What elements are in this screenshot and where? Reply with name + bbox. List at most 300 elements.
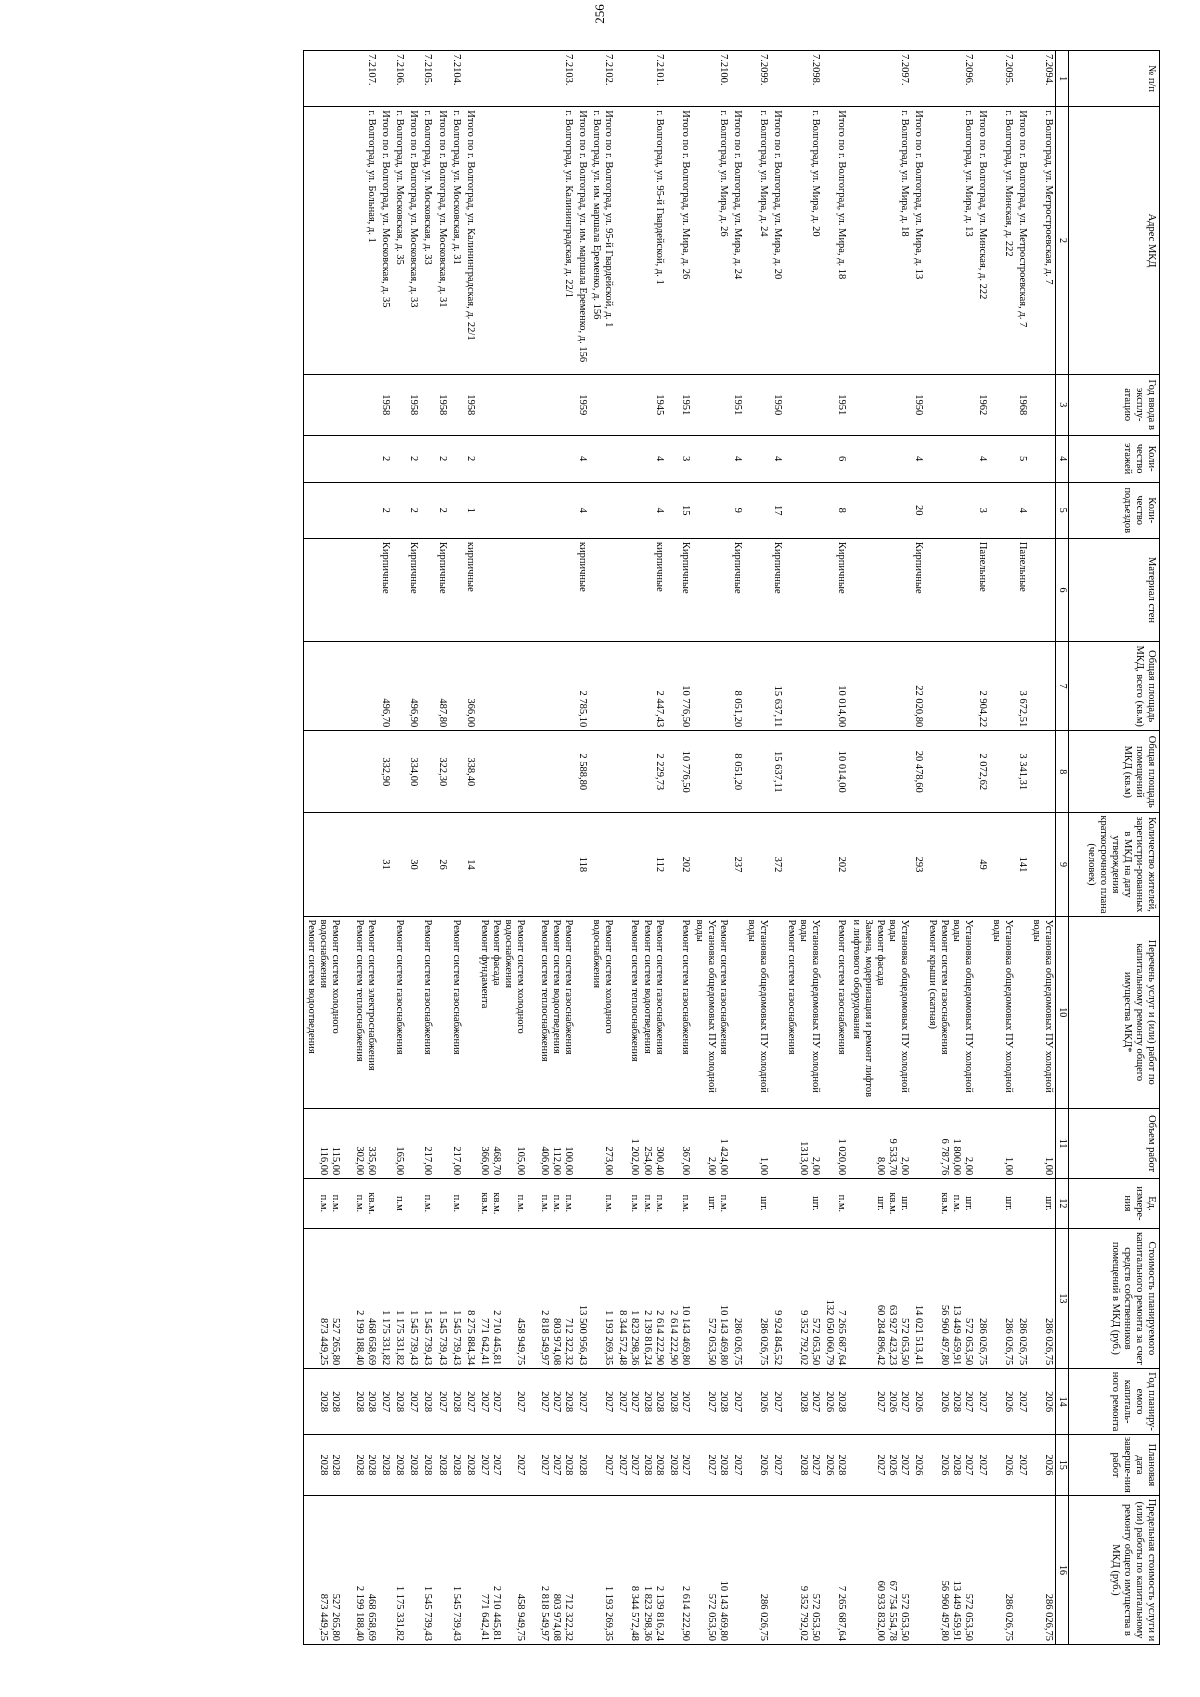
address-cell (615, 107, 665, 374)
works-list-line (341, 920, 353, 1105)
total-area: 3 672,51 (1015, 642, 1029, 731)
planned-cost-line: 572 053,50 (898, 1318, 910, 1366)
address-cell (975, 107, 989, 374)
column-header: Количество жителей, зарегистри-рованных в МКД на дату утверждения краткосрочного плана (человек) (1069, 813, 1160, 916)
year-built: 1959 (575, 374, 589, 435)
unit-line (526, 1182, 538, 1224)
planned-year (925, 1369, 975, 1435)
planned-cost-line: 771 642,41 (478, 1318, 490, 1366)
year-built (925, 374, 975, 435)
premises-area (692, 731, 730, 813)
planned-year-line: 2028 (667, 1391, 679, 1413)
premises-area: 338,40 (463, 731, 477, 813)
limit-cost (744, 1495, 770, 1644)
works-list-line: Ремонт систем газоснабжения (450, 919, 462, 1055)
work-volume (378, 1108, 392, 1178)
column-header: Коли-чество этажей (1069, 435, 1160, 482)
address-cell-line: Итого по г. Волгоград, ул. Мира, д. 20 (772, 110, 784, 280)
wall-material: Кирпичные (730, 538, 744, 641)
completion-date (1015, 1434, 1029, 1495)
work-volume (911, 1108, 925, 1178)
work-volume-line: 1 202,00 (629, 1138, 641, 1176)
completion-date-line: 2026 (824, 1454, 836, 1476)
planned-cost (849, 1228, 911, 1369)
works-list-line: Ремонт систем электроснабжения (366, 919, 378, 1071)
address-cell (989, 107, 1015, 374)
works-list-line: Ремонт систем газоснабжения (563, 919, 575, 1055)
completion-date (575, 1434, 589, 1495)
limit-cost-line: 1 175 331,82 (394, 1585, 406, 1641)
work-volume (463, 1108, 477, 1178)
unit-line: кв.м. (939, 1192, 950, 1215)
entrances: 2 (406, 482, 420, 538)
address-cell-line: г. Волгоград, ул. 95-й Гвардейской, д. 1 (653, 110, 665, 285)
work-volume-line: 165,00 (394, 1146, 406, 1176)
table-row (770, 51, 784, 1645)
work-volume (615, 1108, 665, 1178)
planned-year-line: 2027 (874, 1391, 886, 1413)
work-volume (822, 1108, 848, 1178)
work-volume (420, 1108, 434, 1178)
completion-date-line: 2027 (874, 1454, 886, 1476)
completion-date-line: 2027 (772, 1454, 784, 1476)
unit (449, 1179, 463, 1228)
completion-date (435, 1434, 449, 1495)
floors (420, 435, 434, 482)
residents (1029, 813, 1056, 916)
planned-cost-line: 527 265,80 (330, 1318, 342, 1366)
limit-cost (463, 1495, 477, 1644)
completion-date-line: 2028 (641, 1454, 653, 1476)
premises-area (849, 731, 911, 813)
address-cell (784, 107, 822, 374)
premises-area: 322,30 (435, 731, 449, 813)
address-cell-line: г. Волгоград, ул. Больная, д. 1 (366, 110, 378, 243)
planned-year (770, 1369, 784, 1435)
table-row (911, 51, 925, 1645)
address-cell (463, 107, 477, 374)
column-header: Перечень услуг и (или) работ по капитальному ремонту общего имущества МКД* (1069, 916, 1160, 1108)
works-list (666, 916, 692, 1108)
unit-line: шт. (705, 1196, 717, 1211)
planned-year-line: 2026 (939, 1391, 950, 1413)
table-row (420, 51, 434, 1645)
address-cell (730, 107, 744, 374)
header-row (1069, 51, 1160, 1645)
works-list (989, 916, 1015, 1108)
planned-year-line: 2027 (679, 1391, 691, 1413)
planned-cost (692, 1228, 730, 1369)
work-volume (744, 1108, 770, 1178)
planned-cost-line: 1 175 331,82 (380, 1310, 392, 1366)
address-cell-line: Итого по г. Волгоград, ул. Минская, д. 222 (977, 110, 989, 300)
completion-date-line: 2028 (330, 1454, 342, 1476)
unit (849, 1179, 911, 1228)
floors (303, 435, 378, 482)
completion-date-line: 2026 (1003, 1454, 1015, 1476)
total-area (1029, 642, 1056, 731)
works-list-line: Ремонт систем теплоснабжения (539, 919, 551, 1062)
year-built (849, 374, 911, 435)
planned-cost-line: 458 949,75 (514, 1318, 526, 1366)
row-number (822, 51, 848, 107)
limit-cost (575, 1495, 589, 1644)
work-volume-line (502, 1112, 514, 1175)
entrances: 9 (730, 482, 744, 538)
residents (744, 813, 770, 916)
work-volume-line: 302,00 (354, 1146, 366, 1176)
premises-area: 8 051,20 (730, 731, 744, 813)
completion-date (849, 1434, 911, 1495)
residents: 237 (730, 813, 744, 916)
address-cell (770, 107, 784, 374)
completion-date (925, 1434, 975, 1495)
limit-cost (849, 1495, 911, 1644)
table-row (589, 51, 615, 1645)
address-cell (925, 107, 975, 374)
limit-cost-line: 56 960 497,80 (939, 1580, 950, 1641)
completion-date (420, 1434, 434, 1495)
planned-year-line: 2027 (629, 1391, 641, 1413)
planned-year (849, 1369, 911, 1435)
wall-material: Кирпичные (822, 538, 848, 641)
work-volume-line: 9 533,70 (886, 1138, 898, 1176)
floors: 4 (575, 435, 589, 482)
works-list-line: Установка общедомовых ПУ холодной воды (951, 919, 975, 1093)
planned-cost (1029, 1228, 1056, 1369)
unit-line: п.м. (603, 1194, 615, 1213)
column-header: Предельная стоимость услуги и (или) работы по капитальному ремонту общего имущества в МКД (руб.) (1069, 1495, 1160, 1644)
address-cell (911, 107, 925, 374)
table-row (744, 51, 770, 1645)
work-volume-line: 6 787,76 (939, 1138, 950, 1176)
address-cell-line: г. Волгоград, ул. Московская, д. 31 (450, 110, 462, 265)
address-cell-line: Итого по г. Волгоград, ул. им. маршала Еременко, д. 156 (577, 110, 589, 363)
limit-cost-line: 572 053,50 (898, 1593, 910, 1641)
completion-date-line: 2027 (629, 1454, 641, 1476)
limit-cost-line: 1 193 269,35 (603, 1585, 615, 1641)
premises-area: 10 776,50 (666, 731, 692, 813)
planned-cost (303, 1228, 378, 1369)
limit-cost-line: 10 143 469,80 (717, 1580, 729, 1641)
column-number: 13 (1056, 1228, 1069, 1369)
floors: 2 (435, 435, 449, 482)
row-number (575, 51, 589, 107)
work-volume-line: 1,00 (758, 1156, 770, 1176)
work-volume (1029, 1108, 1056, 1178)
completion-date-line: 2027 (679, 1454, 691, 1476)
floors (392, 435, 406, 482)
planned-cost-line: 1 545 739,43 (436, 1310, 448, 1366)
floors: 4 (975, 435, 989, 482)
address-cell-line: Итого по г. Волгоград, ул. Московская, д. 33 (408, 110, 420, 308)
wall-material (449, 538, 463, 641)
works-list-line: Замена, модернизация и ремонт лифтов и лифтового оборудования (850, 919, 874, 1098)
planned-year (406, 1369, 420, 1435)
work-volume-line: 217,00 (422, 1146, 434, 1176)
limit-cost-line: 8 344 572,48 (629, 1585, 641, 1641)
planned-year (666, 1369, 692, 1435)
planned-year-line: 2027 (898, 1391, 910, 1413)
completion-date (477, 1434, 576, 1495)
limit-cost-line: 712 322,32 (563, 1593, 575, 1641)
work-volume (925, 1108, 975, 1178)
entrances (392, 482, 406, 538)
planned-cost (406, 1228, 420, 1369)
floors (989, 435, 1015, 482)
row-number (378, 51, 392, 107)
total-area (589, 642, 615, 731)
wall-material: Кирпичные (911, 538, 925, 641)
limit-cost (449, 1495, 463, 1644)
limit-cost (435, 1495, 449, 1644)
page-number: 256 (591, 4, 607, 24)
planned-year-line (341, 1372, 353, 1431)
planned-cost-line: 468 658,69 (366, 1318, 378, 1366)
entrances (692, 482, 730, 538)
entrances (989, 482, 1015, 538)
planned-cost-line (502, 1232, 514, 1366)
completion-date-line: 2026 (758, 1454, 770, 1476)
year-built (449, 374, 463, 435)
address-cell (589, 107, 615, 374)
planned-cost-line: 1 823 298,36 (629, 1310, 641, 1366)
premises-area (989, 731, 1015, 813)
total-area (925, 642, 975, 731)
row-number: 7.2102. (589, 51, 615, 107)
column-header: Коли-чество подъездов (1069, 482, 1160, 538)
column-header: Плановая дата заверше-ния работ (1069, 1434, 1160, 1495)
unit-line (341, 1182, 353, 1224)
completion-date-line: 2027 (551, 1454, 563, 1476)
completion-date (770, 1434, 784, 1495)
unit (1015, 1179, 1029, 1228)
residents (925, 813, 975, 916)
work-volume (406, 1108, 420, 1178)
floors: 4 (730, 435, 744, 482)
work-volume-line: 406,00 (539, 1146, 551, 1176)
residents (449, 813, 463, 916)
unit-line: п.м. (717, 1194, 729, 1213)
floors (849, 435, 911, 482)
total-area: 366,00 (463, 642, 477, 731)
address-cell (378, 107, 392, 374)
unit (784, 1179, 822, 1228)
completion-date (744, 1434, 770, 1495)
floors: 4 (770, 435, 784, 482)
works-list (589, 916, 615, 1108)
unit-line (502, 1182, 514, 1224)
work-volume-line: 1313,00 (798, 1141, 810, 1176)
table-row (1029, 51, 1056, 1645)
completion-date-line: 2028 (951, 1454, 963, 1476)
wall-material: Панельные (975, 538, 989, 641)
limit-cost-line: 13 449 459,91 (951, 1580, 963, 1641)
residents (784, 813, 822, 916)
limit-cost (1015, 1495, 1029, 1644)
row-number (406, 51, 420, 107)
table-row (730, 51, 744, 1645)
unit-line: кв.м. (366, 1192, 378, 1215)
address-cell (849, 107, 911, 374)
address-cell-line: г. Волгоград, ул. Московская, д. 35 (394, 110, 406, 265)
works-list (392, 916, 406, 1108)
completion-date-line: 2028 (653, 1454, 665, 1476)
residents: 372 (770, 813, 784, 916)
works-list (744, 916, 770, 1108)
entrances: 8 (822, 482, 848, 538)
completion-date-line: 2027 (810, 1454, 822, 1476)
address-cell-line: г. Волгоград, ул. Мира, д. 13 (963, 110, 975, 237)
work-volume-line: 1 800,00 (951, 1138, 963, 1176)
address-cell (1015, 107, 1029, 374)
work-volume (849, 1108, 911, 1178)
year-built (420, 374, 434, 435)
wall-material (925, 538, 975, 641)
works-list-line: Установка общедомовых ПУ холодной воды (886, 919, 910, 1093)
wall-material: Кирпичные (378, 538, 392, 641)
works-list-line: Ремонт фундамента (478, 919, 490, 1009)
completion-date-line: 2028 (450, 1454, 462, 1476)
unit (435, 1179, 449, 1228)
limit-cost-line: 572 053,50 (963, 1593, 975, 1641)
limit-cost-line: 873 449,25 (318, 1593, 329, 1641)
limit-cost (666, 1495, 692, 1644)
planned-cost-line: 14 021 513,41 (912, 1304, 924, 1366)
wall-material: Панельные (1015, 538, 1029, 641)
planned-cost (615, 1228, 665, 1369)
capital-repair-table (303, 50, 1160, 1645)
planned-cost (744, 1228, 770, 1369)
year-built: 1945 (615, 374, 665, 435)
planned-cost-line: 1 545 739,43 (422, 1310, 434, 1366)
work-volume (477, 1108, 576, 1178)
total-area: 2 785,10 (575, 642, 589, 731)
work-volume (989, 1108, 1015, 1178)
column-number: 5 (1056, 482, 1069, 538)
completion-date-line: 2028 (436, 1454, 448, 1476)
total-area: 8 051,20 (730, 642, 744, 731)
floors: 2 (463, 435, 477, 482)
planned-cost-line: 9 924 845,52 (772, 1310, 784, 1366)
planned-year-line: 2027 (603, 1391, 615, 1413)
planned-cost-line: 1 545 739,43 (450, 1310, 462, 1366)
works-list-line: Ремонт систем водоотведения (305, 919, 317, 1054)
entrances: 3 (975, 482, 989, 538)
planned-cost (770, 1228, 784, 1369)
year-built: 1950 (911, 374, 925, 435)
limit-cost (730, 1495, 744, 1644)
entrances (420, 482, 434, 538)
floors: 6 (822, 435, 848, 482)
planned-year-line: 2028 (330, 1391, 342, 1413)
wall-material (303, 538, 378, 641)
completion-date (406, 1434, 420, 1495)
works-list (911, 916, 925, 1108)
planned-cost (435, 1228, 449, 1369)
row-number: 7.2103. (477, 51, 576, 107)
works-list (477, 916, 576, 1108)
limit-cost-line (502, 1499, 514, 1641)
year-built: 1958 (463, 374, 477, 435)
address-cell-line: г. Волгоград, ул. Мира, д. 26 (717, 110, 729, 237)
planned-cost-line: 2 199 188,40 (354, 1310, 366, 1366)
planned-year (822, 1369, 848, 1435)
entrances: 20 (911, 482, 925, 538)
planned-cost (575, 1228, 589, 1369)
work-volume-line: 115,00 (330, 1146, 342, 1176)
unit-line: п.м. (951, 1194, 963, 1213)
limit-cost (420, 1495, 434, 1644)
residents (989, 813, 1015, 916)
works-list-line: Ремонт систем газоснабжения (679, 919, 691, 1055)
works-list-line: Ремонт систем газоснабжения (836, 919, 848, 1055)
unit-line: шт. (1003, 1196, 1015, 1211)
limit-cost-line: 286 026,75 (1003, 1593, 1015, 1641)
planned-year-line: 2027 (772, 1391, 784, 1413)
planned-year-line: 2027 (490, 1391, 502, 1413)
column-header: Год планиру-емого капиталь-ного ремонта (1069, 1369, 1160, 1435)
table-row (378, 51, 392, 1645)
column-number: 15 (1056, 1434, 1069, 1495)
limit-cost (925, 1495, 975, 1644)
table-row (303, 51, 378, 1645)
planned-cost-line: 572 053,50 (705, 1318, 717, 1366)
premises-area: 10 014,00 (822, 731, 848, 813)
wall-material (784, 538, 822, 641)
premises-area (420, 731, 434, 813)
wall-material (989, 538, 1015, 641)
unit-line: п.м. (514, 1194, 526, 1213)
total-area (784, 642, 822, 731)
works-list (692, 916, 730, 1108)
limit-cost-line: 468 658,69 (366, 1593, 378, 1641)
limit-cost-line: 458 949,75 (514, 1593, 526, 1641)
planned-year-line: 2028 (563, 1391, 575, 1413)
work-volume-line: 217,00 (450, 1146, 462, 1176)
unit (975, 1179, 989, 1228)
planned-cost-line: 2 710 445,81 (490, 1310, 502, 1366)
limit-cost-line: 60 933 832,00 (874, 1580, 886, 1641)
table-row (989, 51, 1015, 1645)
column-number: 11 (1056, 1108, 1069, 1178)
planned-year-line: 2028 (366, 1391, 378, 1413)
premises-area: 3 341,31 (1015, 731, 1029, 813)
planned-year (449, 1369, 463, 1435)
completion-date (989, 1434, 1015, 1495)
year-built (303, 374, 378, 435)
total-area (303, 642, 378, 731)
wall-material (744, 538, 770, 641)
planned-cost (784, 1228, 822, 1369)
residents: 112 (615, 813, 665, 916)
completion-date-line: 2028 (563, 1454, 575, 1476)
address-cell-line: Итого по г. Волгоград, ул. Мира, д. 26 (679, 110, 691, 280)
unit (666, 1179, 692, 1228)
column-header: Стоимость планируемого капитального ремонта за счет средств собственников помещений в МКД (руб.) (1069, 1228, 1160, 1369)
entrances: 2 (378, 482, 392, 538)
entrances: 2 (435, 482, 449, 538)
entrances (849, 482, 911, 538)
planned-cost-line: 13 449 459,91 (951, 1304, 963, 1366)
unit-line: кв.м. (490, 1192, 502, 1215)
works-list (925, 916, 975, 1108)
planned-year-line: 2027 (617, 1391, 629, 1413)
planned-cost (378, 1228, 392, 1369)
completion-date (666, 1434, 692, 1495)
limit-cost (392, 1495, 406, 1644)
limit-cost (692, 1495, 730, 1644)
